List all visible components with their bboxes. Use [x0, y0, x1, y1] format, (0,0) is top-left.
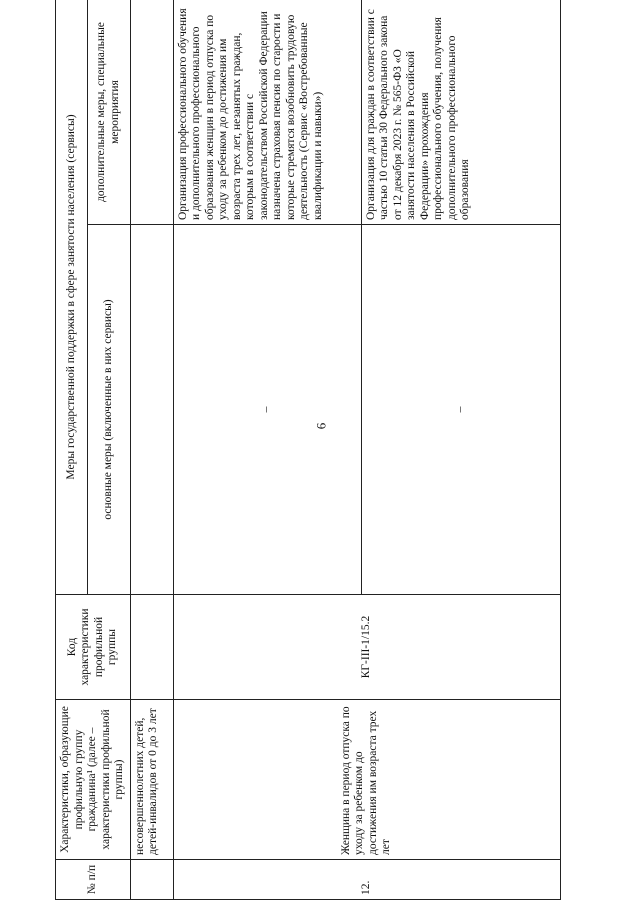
header-characteristics: Характеристики, образующие профильную группу гражданина¹ (далее – характеристики профильной группы): [56, 700, 131, 860]
header-number: № п/п: [56, 860, 131, 900]
cell-number: [130, 860, 173, 900]
cell-additional: [130, 0, 173, 225]
cell-characteristics: Женщина в период отпуска по уходу за ребенком до достижения им возраста трех лет: [173, 700, 560, 860]
cell-additional: Организация для граждан в соответствии с частью 10 статьи 30 Федерального закона от 12 декабря 2023 г. № 565-ФЗ «О занятости населения в Российской Федерации» прохождения профессионального обучения, получения дополнительного профессионального образования: [361, 0, 560, 225]
rotated-table-page: [55, 0, 570, 900]
header-measures: Меры государственной поддержки в сфере занятости населения (сервисы): [56, 0, 88, 595]
header-code: Код характеристики профильной группы: [56, 595, 131, 700]
cell-code: КГ-III-1/15.2: [173, 595, 560, 700]
cell-characteristics: несовершеннолетних детей, детей-инвалидов от 0 до 3 лет: [130, 700, 173, 860]
table-row-continuation: [130, 0, 173, 900]
cell-basic: –: [361, 225, 560, 595]
cell-number: 12.: [173, 860, 560, 900]
page-number: 6: [313, 422, 329, 430]
cell-code: [130, 595, 173, 700]
header-basic-measures: основные меры (включенные в них сервисы): [87, 225, 130, 595]
table-row-12: [173, 0, 361, 900]
cell-additional: Организация профессионального обучения и дополнительного профессионального образования женщин в период отпуска по уходу за ребенком до достижения им возраста трех лет, незанятых граждан, которым в соответствии с законодательством Российской Федерации назначена страховая пенсия по старости и которые стремятся возобновить трудовую деятельность (Сервис «Востребованные квалификации и навыки»): [173, 0, 361, 225]
support-measures-table: [55, 0, 561, 900]
cell-basic: –: [173, 225, 361, 595]
header-additional-measures: дополнительные меры, специальные мероприятия: [87, 0, 130, 225]
cell-basic: [130, 225, 173, 595]
table-header-row: [56, 0, 88, 900]
